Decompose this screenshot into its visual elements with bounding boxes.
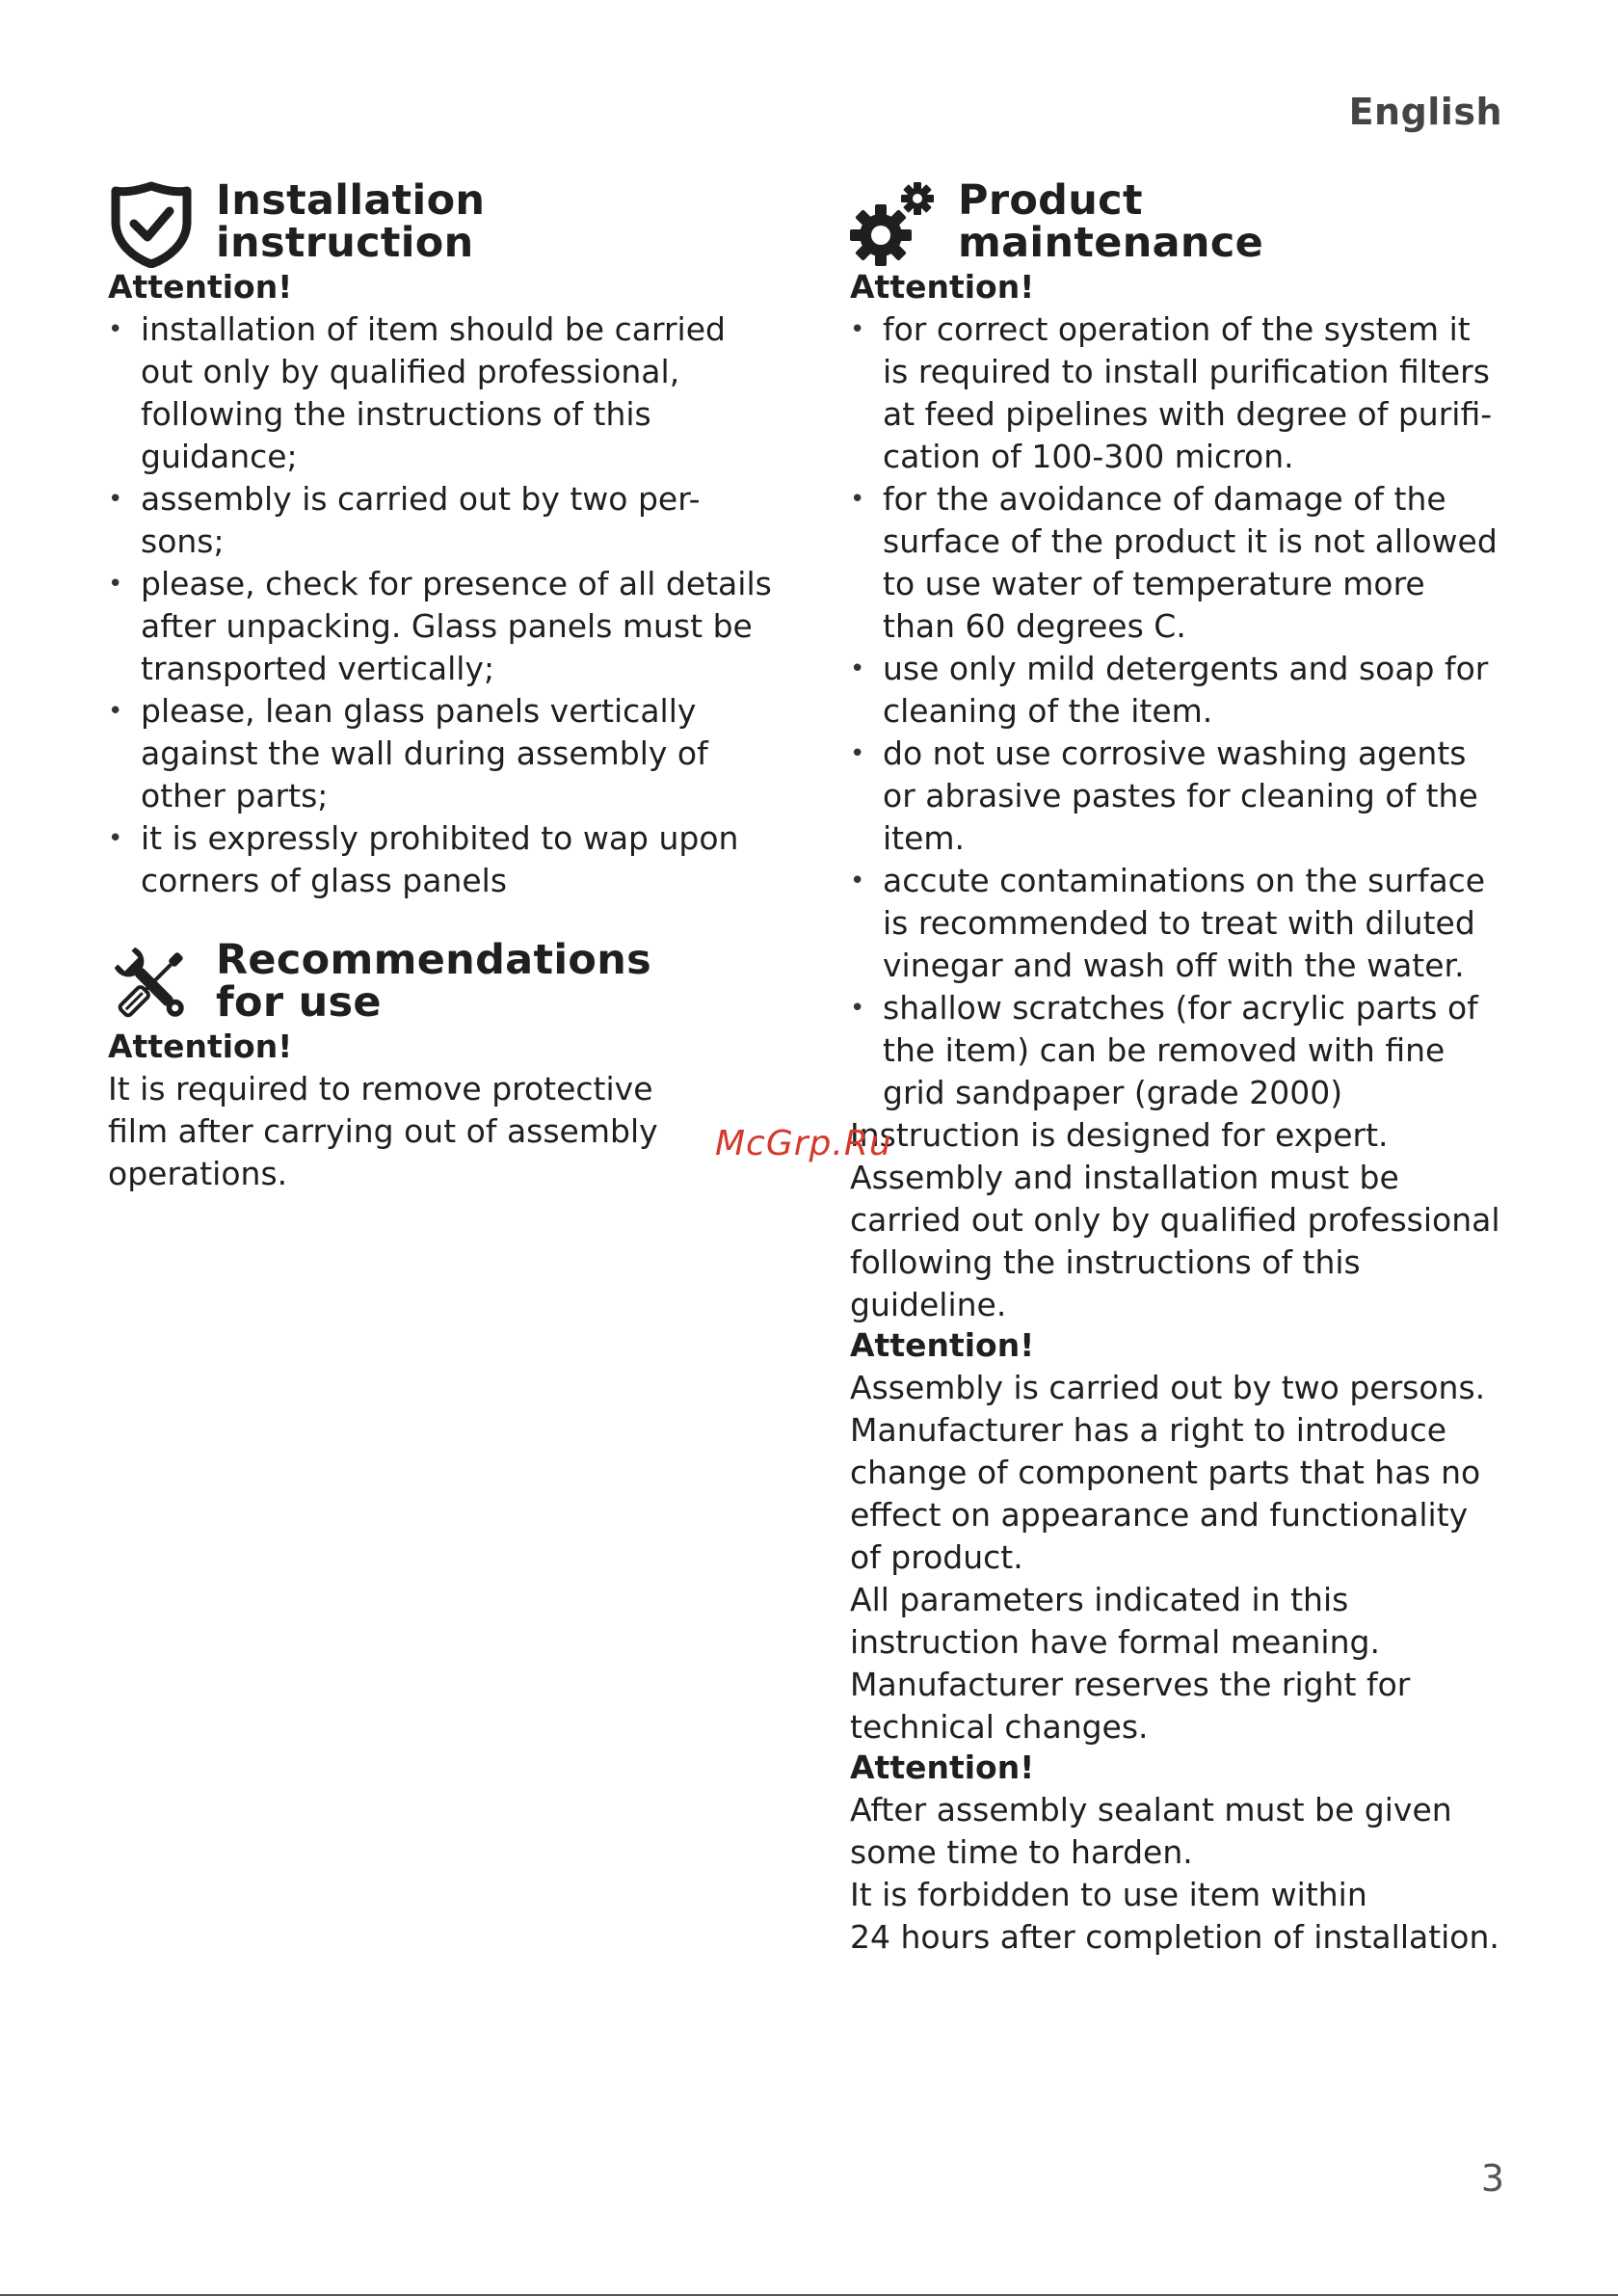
list-item: • for the avoidance of damage of the surface of the product it is not allowed to use water of temperature more than 60 degrees C. [850, 478, 1505, 648]
gears-icon [850, 181, 937, 268]
maintenance-list [850, 308, 1505, 1114]
installation-list [108, 308, 782, 902]
attention-2: Attention! [850, 1326, 1035, 1364]
paragraph-persons: Assembly is carried out by two persons. [850, 1369, 1486, 1406]
recommendations-title [216, 936, 652, 1027]
attention-3: Attention! [850, 1749, 1035, 1786]
installation-header [108, 176, 782, 268]
recommendations-header [108, 936, 782, 1028]
list-item: • please, check for presence of all details after unpacking. Glass panels must be transported vertically; [108, 563, 782, 690]
recommendations-title-line2: for use [216, 978, 382, 1027]
paragraph-forbidden: It is forbidden to use item within [850, 1876, 1367, 1913]
paragraph-sealant: After assembly sealant must be given some time to harden. [850, 1791, 1452, 1871]
list-item: • do not use corrosive washing agents or abrasive pastes for cleaning of the item. [850, 733, 1505, 860]
installation-title-line2: instruction [216, 219, 474, 267]
language-label: English [1348, 91, 1502, 133]
list-item: • please, lean glass panels vertically against the wall during assembly of other parts; [108, 690, 782, 817]
watermark: McGrp.Ru [715, 1124, 892, 1163]
recommendations-attention: Attention! [108, 1028, 293, 1065]
maintenance-header [850, 176, 1505, 268]
expert-text: Instruction is designed for expert. Assembly and installation must be carried out only by qualified professional following the instructions of this guideline. [850, 1116, 1500, 1323]
recommendations-section [108, 936, 782, 1195]
list-item: • it is expressly prohibited to wap upon corners of glass panels [108, 817, 782, 902]
installation-title-line1: Installation [216, 176, 486, 225]
paragraph-24-hours: 24 hours after completion of installation. [850, 1918, 1499, 1956]
list-item: • accute contaminations on the surface is recommended to treat with diluted vinegar and wash off with the water. [850, 860, 1505, 987]
list-item: • assembly is carried out by two per-sons; [108, 478, 782, 563]
list-item: • use only mild detergents and soap for cleaning of the item. [850, 648, 1505, 733]
list-item: • shallow scratches (for acrylic parts of the item) can be removed with fine grid sandpaper (grade 2000) [850, 987, 1505, 1114]
list-item: • installation of item should be carried out only by qualified professional, following the instructions of this guidance; [108, 308, 782, 478]
left-column [108, 176, 782, 1195]
maintenance-title-line2: maintenance [958, 219, 1264, 267]
right-column [850, 176, 1505, 1959]
maintenance-section [850, 176, 1505, 1959]
maintenance-title-line1: Product [958, 176, 1143, 225]
installation-attention: Attention! [108, 268, 293, 306]
installation-title [216, 176, 486, 267]
recommendations-text: It is required to remove protective film after carrying out of assembly operations. [108, 1070, 658, 1192]
maintenance-attention: Attention! [850, 268, 1035, 306]
shield-check-icon [108, 181, 195, 268]
page-number: 3 [1480, 2157, 1504, 2200]
maintenance-title [958, 176, 1264, 267]
recommendations-title-line1: Recommendations [216, 936, 652, 984]
list-item: • for correct operation of the system it is required to install purification filters at feed pipelines with degree of purifi-cation of 100-300 micron. [850, 308, 1505, 478]
paragraph-parameters: All parameters indicated in this instruction have formal meaning. [850, 1581, 1380, 1661]
tools-icon [108, 941, 195, 1028]
paragraph-technical-changes: Manufacturer reserves the right for technical changes. [850, 1666, 1411, 1746]
paragraph-components: Manufacturer has a right to introduce change of component parts that has no effect on appearance and functionality of product. [850, 1411, 1481, 1576]
installation-section [108, 176, 782, 902]
